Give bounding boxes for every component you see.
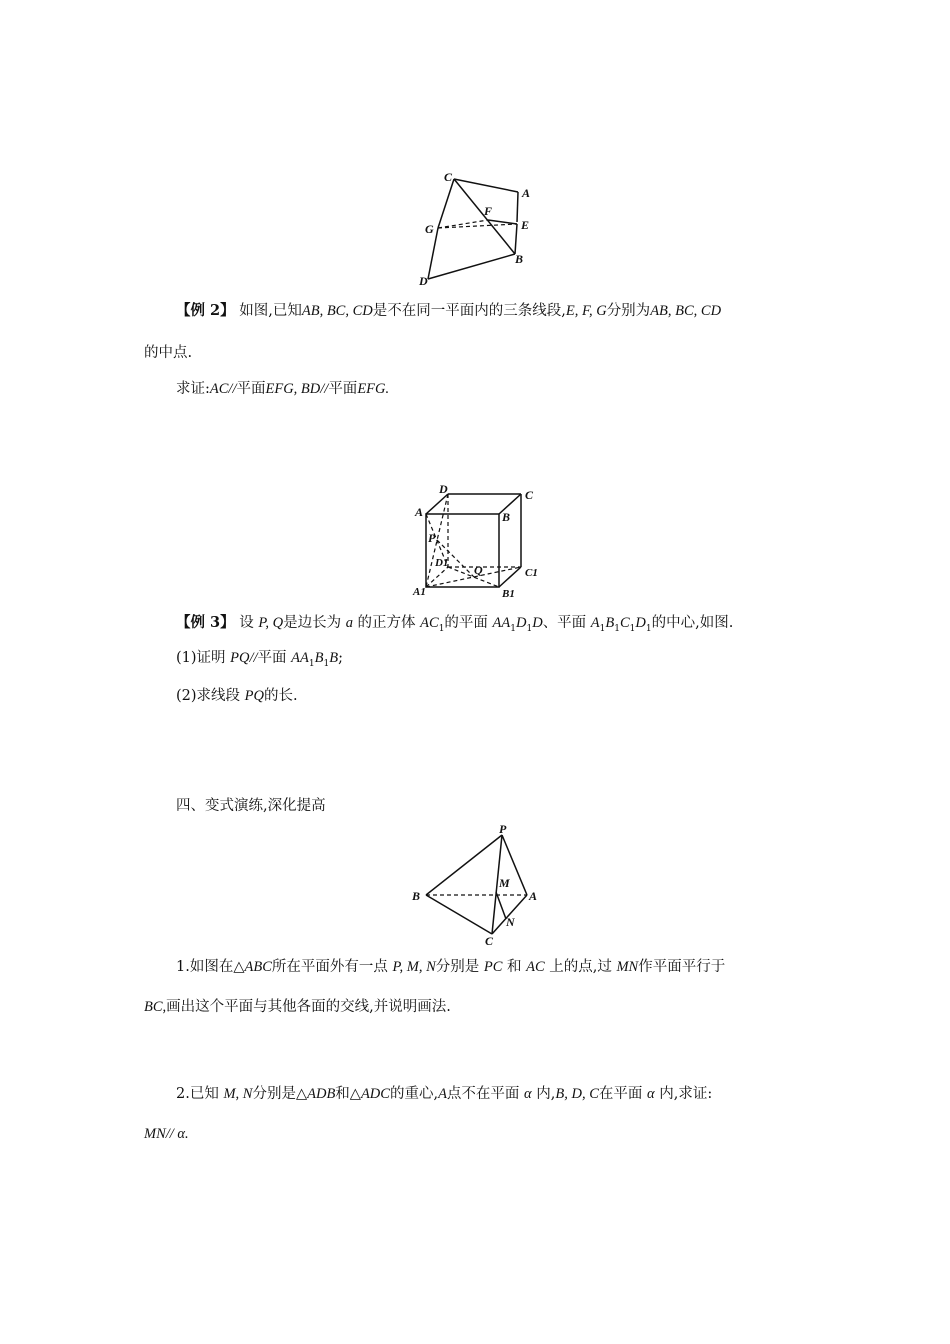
text: P, M, N: [392, 959, 436, 975]
text: 分别是△: [252, 1086, 308, 1102]
text: (2)求线段: [176, 688, 241, 704]
text: EFG, BD//: [265, 381, 329, 397]
label-a: A: [415, 505, 424, 519]
label-c: C: [525, 488, 534, 502]
example3-q2: [176, 686, 298, 706]
text: 点不在平面: [446, 1086, 520, 1102]
text: PC: [483, 959, 503, 975]
text: 四、变式演练,深化提高: [176, 798, 326, 814]
problem2-line2: [144, 1124, 189, 1144]
label-b: B: [515, 252, 524, 266]
label-a1: A1: [413, 586, 426, 598]
problem1-line2: [144, 997, 451, 1017]
text: α: [646, 1086, 655, 1102]
text: 的长.: [264, 688, 298, 704]
text: 和△: [335, 1086, 361, 1102]
label-b1: B1: [502, 588, 515, 600]
text: 2.已知: [176, 1086, 219, 1102]
text: 平面: [328, 381, 358, 397]
text: 、平面: [542, 615, 587, 631]
label-b: B: [412, 889, 421, 903]
text: PQ: [244, 688, 264, 704]
label-d1: D1: [435, 557, 449, 569]
label-b: B: [502, 510, 511, 524]
example3-line1: 【例 3】 设 P, Q是边长为 a 的正方体 $AC_1$的平面 $AA_1D_1D$、平面 $A_1B_1C_1D_1$的中心,如图.: [176, 614, 734, 634]
label-e: E: [521, 218, 530, 232]
text: 在平面: [598, 1086, 643, 1102]
text: AB, BC, CD: [650, 303, 722, 319]
text: AA: [492, 615, 511, 631]
label-a: A: [529, 889, 538, 903]
text: a: [345, 615, 353, 631]
example3-q1: (1)证明 PQ//平面 $AA_1B_1B$;: [176, 650, 343, 669]
label-d: D: [419, 274, 428, 288]
text: 如图,已知: [239, 303, 302, 319]
label-m: M: [499, 876, 510, 890]
text: ADC: [360, 1086, 390, 1102]
text: 的平面: [444, 615, 488, 631]
text: ADB: [307, 1086, 336, 1102]
text: A: [590, 615, 600, 631]
text: P, Q: [258, 615, 284, 631]
text: 求证:: [176, 381, 210, 397]
figure-cube: [410, 484, 560, 600]
label-p: P: [499, 822, 507, 836]
text: 作平面平行于: [638, 959, 726, 975]
text: 分别为: [606, 303, 651, 319]
text: 上的点,过: [549, 959, 612, 975]
text: 画出这个平面与其他各面的交线,并说明画法.: [166, 999, 451, 1015]
text: 的重心,: [389, 1086, 439, 1102]
text: 1.如图在△: [176, 959, 245, 975]
figure-tetrahedron: [408, 822, 548, 948]
text: 的中心,如图.: [651, 615, 734, 631]
example2-line2: [144, 343, 192, 363]
example3-tag: 【例 3】: [176, 614, 235, 631]
label-f: F: [484, 204, 493, 218]
example2-line3: [176, 379, 389, 399]
figure-quadrilateral: [410, 168, 550, 293]
problem1-line1: [176, 957, 725, 977]
text: 的正方体: [357, 615, 416, 631]
text: 的中点.: [144, 345, 193, 361]
text: 内,: [536, 1086, 556, 1102]
section4-title: [176, 796, 326, 816]
text: MN// α.: [144, 1126, 189, 1142]
text: 和: [507, 959, 522, 975]
text: AA: [291, 650, 309, 666]
text: AC: [526, 959, 545, 975]
text: 内,求证:: [659, 1086, 713, 1102]
text: AC: [420, 615, 439, 631]
text: B, D, C: [555, 1086, 599, 1102]
text: AB, BC, CD: [301, 303, 373, 319]
label-q: Q: [474, 563, 483, 577]
example2-tag: 【例 2】: [176, 302, 235, 319]
label-c: C: [444, 170, 453, 184]
text: EFG.: [357, 381, 390, 397]
label-c1: C1: [525, 567, 538, 579]
label-p: P: [428, 531, 436, 545]
problem2-line1: [176, 1084, 712, 1104]
text: M, N: [223, 1086, 253, 1102]
text: 平面: [257, 650, 287, 666]
text: 分别是: [435, 959, 480, 975]
text: PQ//: [230, 650, 258, 666]
text: 是不在同一平面内的三条线段,: [372, 303, 566, 319]
text: E, F, G: [565, 303, 607, 319]
text: α: [524, 1086, 532, 1102]
text: BC,: [144, 999, 167, 1015]
label-d: D: [439, 482, 448, 496]
text: A: [438, 1086, 447, 1102]
text: 平面: [236, 381, 266, 397]
label-c: C: [485, 934, 494, 948]
example2-line1: [176, 301, 721, 321]
text: 设: [239, 615, 254, 631]
text: MN: [616, 959, 639, 975]
text: (1)证明: [176, 650, 226, 666]
text: ABC: [244, 959, 272, 975]
label-g: G: [425, 222, 434, 236]
text: AC//: [209, 381, 237, 397]
label-a: A: [522, 186, 531, 200]
text: 是边长为: [283, 615, 342, 631]
text: 所在平面外有一点: [271, 959, 388, 975]
label-n: N: [506, 915, 515, 929]
